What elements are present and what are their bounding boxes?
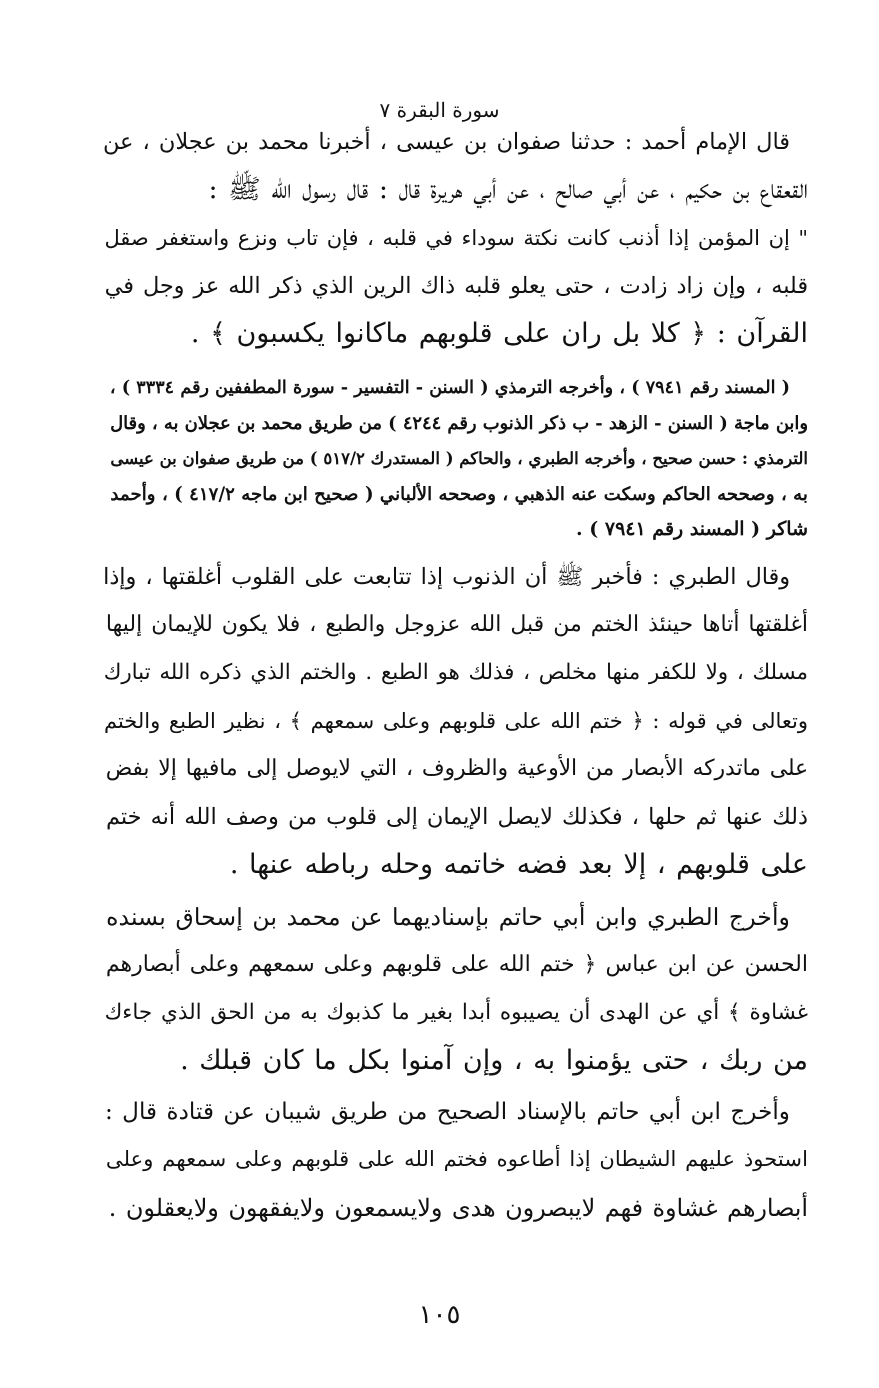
note-line: الترمذي : حسن صحيح ، وأخرجه الطبري ، والحاكم ( المستدرك ٥١٧/٢ ) من طريق صفوان بن عيسى <box>110 448 808 468</box>
tabari-paragraph <box>96 553 808 889</box>
text-line: أبصارهم غشاوة فهم لايبصرون هدى ولايسمعون ولايفقهون ولايعقلون . <box>108 1194 808 1222</box>
text-line: القرآن : ﴿ كلا بل ران على قلوبهم ماكانوا يكسبون ﴾ . <box>190 318 808 349</box>
ibn-abbas-paragraph <box>96 893 808 1085</box>
text-line: غشاوة ﴾ أي عن الهدى أن يصيبوه أبدا بغير ما كذبوك به من الحق الذي جاءك <box>104 1000 808 1025</box>
text-line: " إن المؤمن إذا أذنب كانت نكتة سوداء في قلبه ، فإن تاب ونزع واستغفر صقل <box>104 226 808 250</box>
note-line: ( المسند رقم ٧٩٤١ ) ، وأخرجه الترمذي ( السنن - التفسير - سورة المطففين رقم ٣٣٣٤ ) ، <box>109 377 790 398</box>
text-line: على قلوبهم ، إلا بعد فضه خاتمه وحله رباطه عنها . <box>229 849 808 880</box>
text-line: مسلك ، ولا للكفر منها مخلص ، فذلك هو الطبع . والختم الذي ذكره الله تبارك <box>103 660 808 685</box>
page-number: ١٠٥ <box>418 1300 461 1330</box>
takhrij-note <box>96 370 808 548</box>
text-line: من ربك ، حتى يؤمنوا به ، وإن آمنوا بكل ما كان قبلك . <box>180 1045 808 1076</box>
text-line: على ماتدركه الأبصار من الأوعية والظروف ، التي لايوصل إلى مافيها إلا بفض <box>105 756 808 781</box>
text-line: قال الإمام أحمد : حدثنا صفوان بن عيسى ، أخبرنا محمد بن عجلان ، عن <box>103 129 790 155</box>
text-line: القعقاع بن حكيم ، عن أبي صالح ، عن أبي هريرة قال : قال رسول الله ﷺ : <box>208 174 808 205</box>
note-line: به ، وصححه الحاكم وسكت عنه الذهبي ، وصححه الألباني ( صحيح ابن ماجه ٤١٧/٢ ) ، وأحمد <box>110 483 808 505</box>
text-line: وتعالى في قوله : ﴿ ختم الله على قلوبهم وعلى سمعهم ﴾ ، نظير الطبع والختم <box>103 709 808 733</box>
text-line: الحسن عن ابن عباس ﴿ ختم الله على قلوبهم وعلى سمعهم وعلى أبصارهم <box>105 952 808 977</box>
note-line: شاكر ( المسند رقم ٧٩٤١ ) . <box>576 518 808 540</box>
hadith-paragraph <box>96 118 808 358</box>
text-line: وقال الطبري : فأخبر ﷺ أن الذنوب إذا تتابعت على القلوب أغلقتها ، وإذا <box>103 564 790 590</box>
text-line: وأخرج ابن أبي حاتم بالإسناد الصحيح من طريق شيبان عن قتادة قال : <box>105 1098 790 1125</box>
text-line: أغلقتها أتاها حينئذ الختم من قبل الله عزوجل والطبع ، فلا يكون للإيمان إليها <box>105 612 808 637</box>
text-line: ذلك عنها ثم حلها ، فكذلك لايصل الإيمان إلى قلوب من وصف الله أنه ختم <box>105 804 808 830</box>
text-line: قلبه ، وإن زاد زادت ، حتى يعلو قلبه ذاك الرين الذي ذكر الله عز وجل في <box>104 273 808 299</box>
text-line: وأخرج الطبري وابن أبي حاتم بإسناديهما عن محمد بن إسحاق بسنده <box>106 903 790 931</box>
note-line: وابن ماجة ( السنن - الزهد - ب ذكر الذنوب رقم ٤٢٤٤ ) من طريق محمد بن عجلان به ، وقال <box>110 412 808 434</box>
qatada-paragraph <box>96 1088 808 1232</box>
running-header: سورة البقرة ٧ <box>379 98 500 122</box>
text-line: استحوذ عليهم الشيطان إذا أطاعوه فختم الله على قلوبهم وعلى سمعهم وعلى <box>105 1147 808 1172</box>
